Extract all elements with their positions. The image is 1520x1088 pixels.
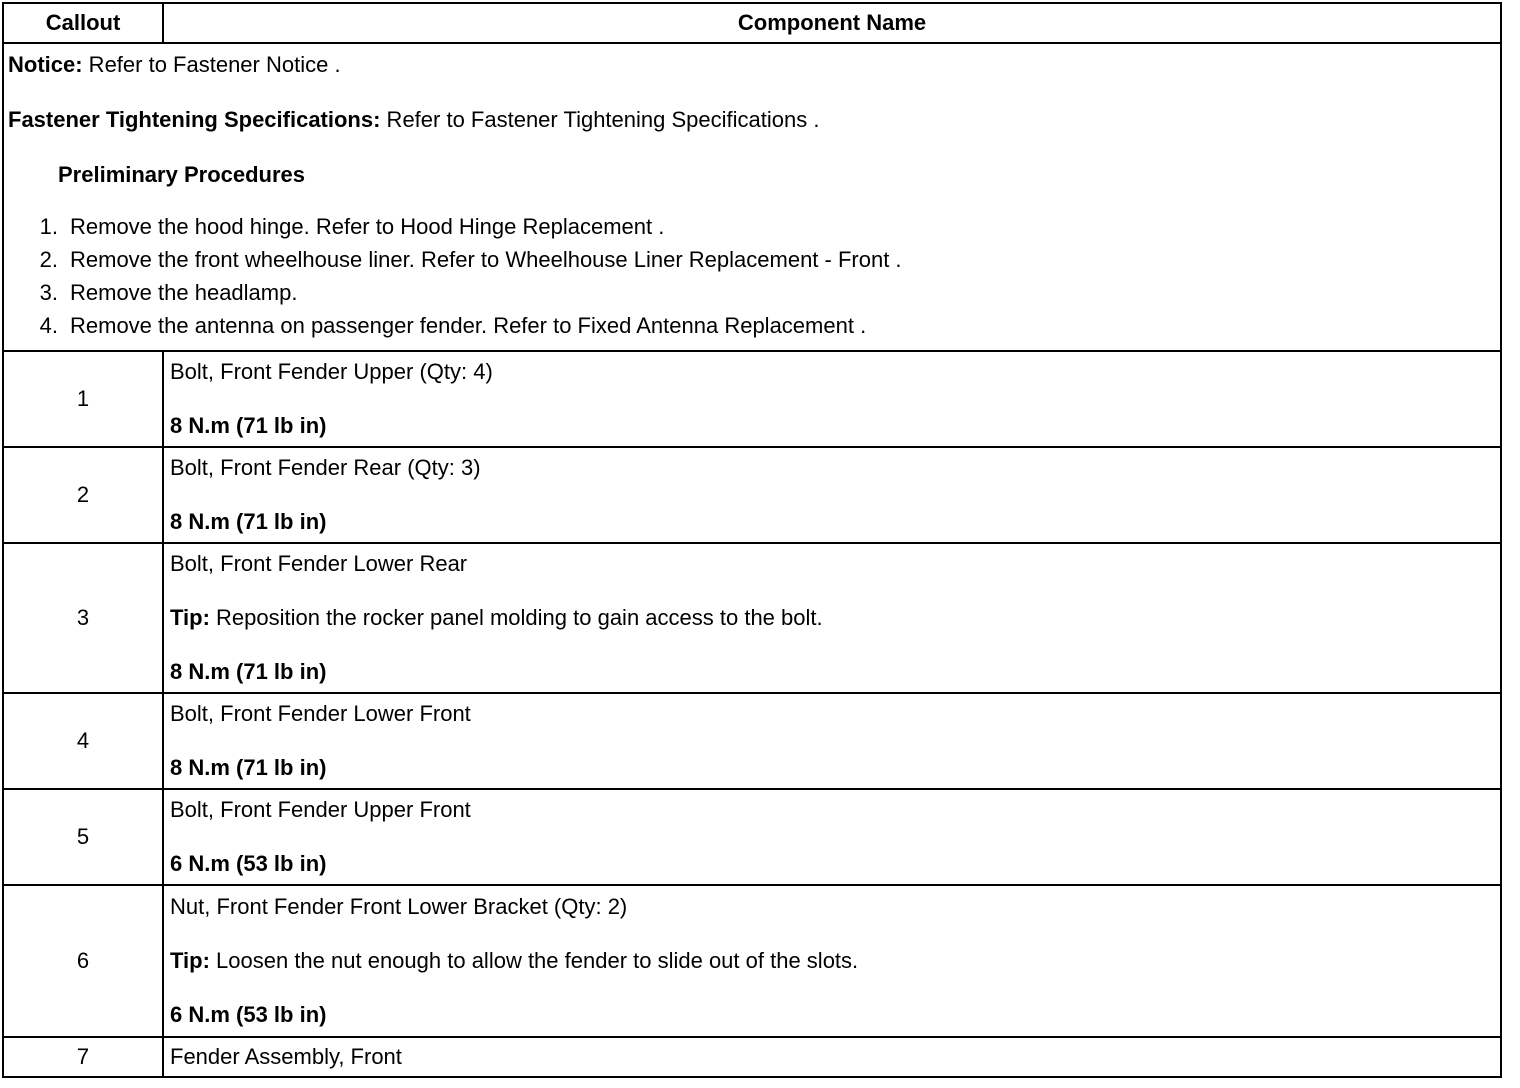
table-row (3, 447, 1501, 543)
component-cell (163, 693, 1501, 789)
torque-value: 8 N.m (71 lb in) (170, 755, 327, 780)
notes-cell (3, 43, 1501, 351)
torque-value: 8 N.m (71 lb in) (170, 413, 327, 438)
component-cell (163, 447, 1501, 543)
table-row (3, 789, 1501, 885)
step-number: 3. (39, 280, 58, 305)
step-text: Remove the front wheelhouse liner. Refer to Wheelhouse Liner Replacement - Front . (70, 247, 902, 272)
table-row (3, 543, 1501, 693)
callout-number: 4 (3, 693, 163, 789)
callout-number: 1 (3, 351, 163, 447)
table-row (3, 1037, 1501, 1077)
notice-line (8, 52, 1496, 78)
torque-value: 8 N.m (71 lb in) (170, 509, 327, 534)
table-row (3, 885, 1501, 1037)
callout-number: 2 (3, 447, 163, 543)
tip-label: Tip: (170, 605, 210, 630)
fastener-spec-line (8, 107, 1496, 133)
step-item (8, 243, 1496, 276)
tip-text: Loosen the nut enough to allow the fender to slide out of the slots. (209, 948, 859, 973)
step-text: Remove the headlamp. (70, 280, 298, 305)
step-number: 2. (39, 247, 58, 272)
component-cell (163, 789, 1501, 885)
step-item (8, 309, 1496, 342)
component-name: Nut, Front Fender Front Lower Bracket (Qty: 2) (170, 894, 628, 919)
component-name: Bolt, Front Fender Upper (Qty: 4) (170, 359, 493, 384)
header-component-name: Component Name (163, 3, 1501, 43)
table-row (3, 693, 1501, 789)
component-table (2, 2, 1502, 1078)
step-number: 4. (39, 313, 58, 338)
component-name: Bolt, Front Fender Lower Rear (170, 551, 468, 576)
component-cell (163, 1037, 1501, 1077)
table-row (3, 351, 1501, 447)
step-text: Remove the hood hinge. Refer to Hood Hinge Replacement . (70, 214, 665, 239)
tip-label: Tip: (170, 948, 210, 973)
torque-value: 8 N.m (71 lb in) (170, 659, 327, 684)
step-number: 1. (39, 214, 58, 239)
tip-text: Reposition the rocker panel molding to gain access to the bolt. (209, 605, 823, 630)
header-callout: Callout (3, 3, 163, 43)
component-name: Bolt, Front Fender Rear (Qty: 3) (170, 455, 481, 480)
component-cell (163, 885, 1501, 1037)
callout-number: 5 (3, 789, 163, 885)
callout-number: 7 (3, 1037, 163, 1077)
preliminary-steps (8, 210, 1496, 342)
step-item (8, 276, 1496, 309)
component-name: Bolt, Front Fender Lower Front (170, 701, 471, 726)
component-name: Fender Assembly, Front (170, 1044, 402, 1069)
torque-value: 6 N.m (53 lb in) (170, 851, 327, 876)
preliminary-title: Preliminary Procedures (58, 162, 306, 187)
fastener-spec-label: Fastener Tightening Specifications: (8, 107, 381, 132)
fastener-spec-text: Refer to Fastener Tightening Specifications . (380, 107, 820, 132)
tip-line (170, 948, 1500, 974)
step-item (8, 210, 1496, 243)
callout-number: 6 (3, 885, 163, 1037)
callout-number: 3 (3, 543, 163, 693)
notes-row (3, 43, 1501, 351)
tip-line (170, 605, 1500, 631)
header-row (3, 3, 1501, 43)
component-name: Bolt, Front Fender Upper Front (170, 797, 471, 822)
component-cell (163, 543, 1501, 693)
step-text: Remove the antenna on passenger fender. Refer to Fixed Antenna Replacement . (70, 313, 867, 338)
notice-label: Notice: (8, 52, 83, 77)
torque-value: 6 N.m (53 lb in) (170, 1002, 327, 1027)
component-cell (163, 351, 1501, 447)
notice-text: Refer to Fastener Notice . (82, 52, 341, 77)
